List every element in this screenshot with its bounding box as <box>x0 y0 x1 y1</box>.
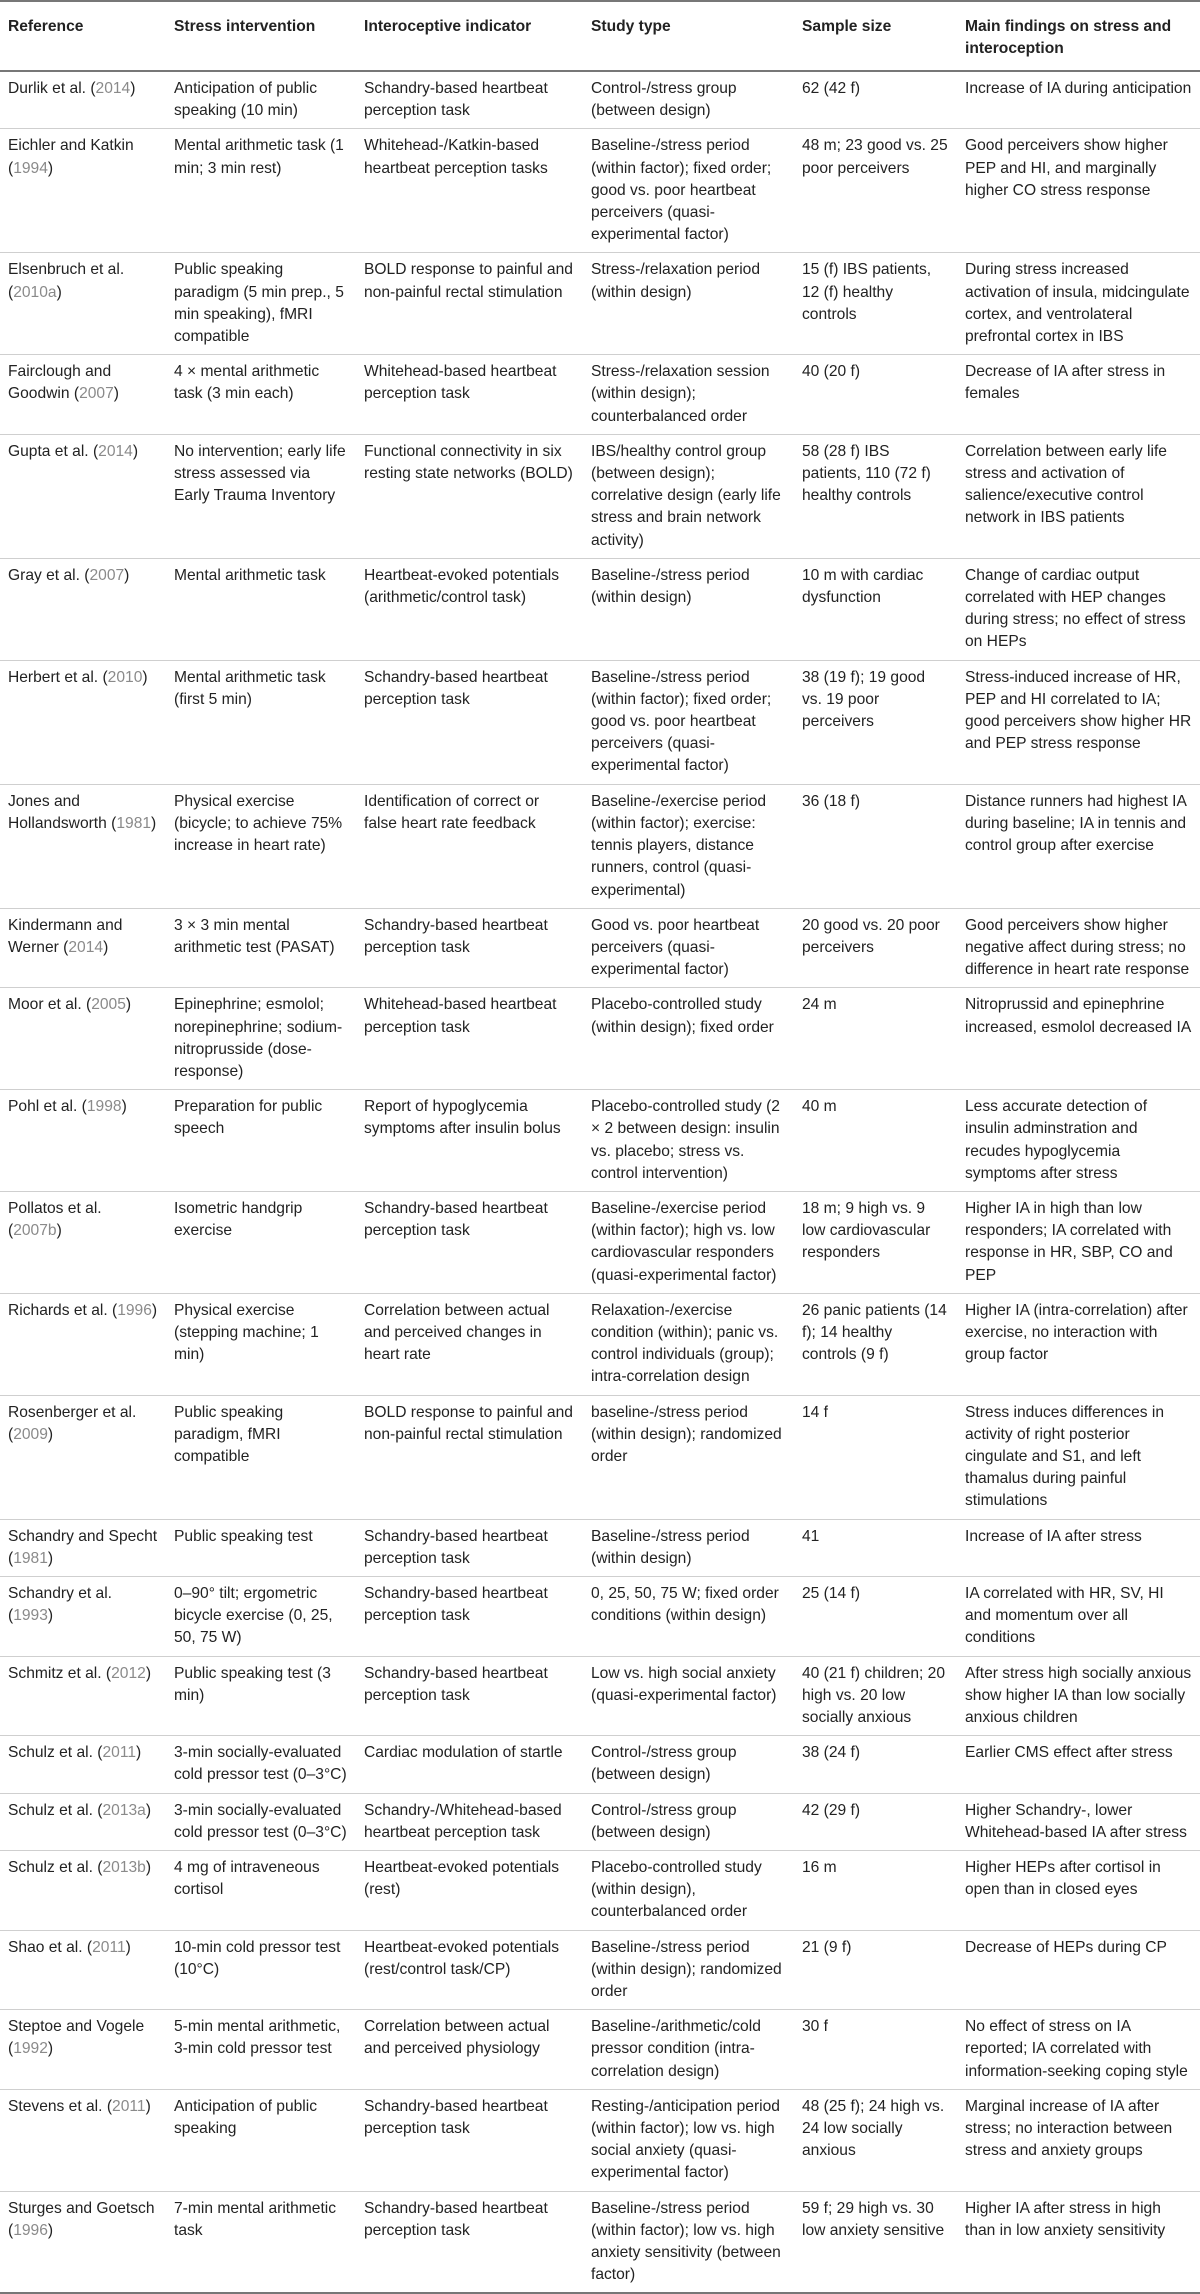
table-row <box>0 129 1200 253</box>
reference-author: Schandry et al. ( <box>8 1584 113 1625</box>
reference-year-link[interactable]: 2007 <box>89 566 125 584</box>
reference-year-link[interactable]: 2009 <box>13 1425 48 1443</box>
reference-close-paren: ) <box>56 283 62 301</box>
reference-year-link[interactable]: 2010 <box>107 668 143 686</box>
cell-reference <box>0 71 166 129</box>
cell-stress-intervention: Anticipation of public speaking (10 min) <box>166 71 356 129</box>
cell-main-findings: Nitroprussid and epinephrine increased, esmolol decreased IA <box>957 988 1200 1090</box>
cell-main-findings: Earlier CMS effect after stress <box>957 1736 1200 1793</box>
reference-year-link[interactable]: 1996 <box>117 1301 152 1319</box>
cell-main-findings: Higher HEPs after cortisol in open than in closed eyes <box>957 1851 1200 1931</box>
cell-sample-size: 18 m; 9 high vs. 9 low cardiovascular responders <box>794 1191 957 1293</box>
reference-close-paren: ) <box>47 1549 54 1567</box>
table-row <box>0 1576 1200 1656</box>
cell-stress-intervention: Public speaking paradigm (5 min prep., 5 min speaking), fMRI compatible <box>166 253 356 355</box>
reference-year-link[interactable]: 2014 <box>68 938 104 956</box>
table-row <box>0 434 1200 558</box>
cell-sample-size: 14 f <box>794 1395 957 1519</box>
reference-author: Kindermann and Werner ( <box>8 916 123 956</box>
cell-study-type: Baseline-/stress period (within design) <box>583 558 794 660</box>
cell-main-findings: Good perceivers show higher negative affect during stress; no difference in heart rate response <box>957 908 1200 988</box>
cell-stress-intervention: Epinephrine; esmolol; norepinephrine; sodium-nitroprusside (dose-response) <box>166 988 356 1090</box>
reference-year-link[interactable]: 2013b <box>102 1859 146 1877</box>
cell-study-type: Baseline-/arithmetic/cold pressor condition (intra-correlation design) <box>583 2010 794 2090</box>
cell-stress-intervention: Public speaking paradigm, fMRI compatible <box>166 1395 356 1519</box>
reference-author: Schulz et al. ( <box>8 1744 103 1762</box>
cell-interoceptive-indicator: Correlation between actual and perceived physiology <box>356 2010 583 2090</box>
cell-sample-size: 24 m <box>794 988 957 1090</box>
cell-sample-size: 59 f; 29 high vs. 30 low anxiety sensitive <box>794 2191 957 2293</box>
reference-author: Schandry and Specht ( <box>8 1527 158 1567</box>
cell-interoceptive-indicator: Schandry-based heartbeat perception task <box>356 2191 583 2293</box>
cell-main-findings: Decrease of IA after stress in females <box>957 355 1200 435</box>
reference-year-link[interactable]: 2013a <box>102 1801 146 1819</box>
table-row <box>0 1395 1200 1519</box>
cell-reference <box>0 1736 166 1793</box>
cell-stress-intervention: 5-min mental arithmetic, 3-min cold pressor test <box>166 2010 356 2090</box>
reference-close-paren: ) <box>47 1607 54 1625</box>
table-row <box>0 1519 1200 1576</box>
cell-main-findings: During stress increased activation of insula, midcingulate cortex, and ventrolateral prefrontal cortex in IBS <box>957 253 1200 355</box>
reference-close-paren: ) <box>145 1664 152 1682</box>
reference-author: Jones and Hollandsworth ( <box>8 792 117 832</box>
reference-year-link[interactable]: 2011 <box>92 1938 126 1956</box>
cell-sample-size: 48 m; 23 good vs. 25 poor perceivers <box>794 129 957 253</box>
cell-reference <box>0 1395 166 1519</box>
table-header <box>0 1 1200 71</box>
header-stress-intervention: Stress intervention <box>166 1 356 71</box>
cell-interoceptive-indicator: Whitehead-based heartbeat perception task <box>356 988 583 1090</box>
reference-close-paren: ) <box>121 1098 127 1116</box>
cell-study-type: Baseline-/exercise period (within factor); high vs. low cardiovascular responders (quasi-experimental factor) <box>583 1191 794 1293</box>
reference-author: Sturges and Goetsch ( <box>8 2199 155 2239</box>
reference-close-paren: ) <box>103 938 109 956</box>
cell-interoceptive-indicator: Schandry-based heartbeat perception task <box>356 1519 583 1576</box>
reference-author: Schmitz et al. ( <box>8 1664 112 1682</box>
cell-sample-size: 38 (24 f) <box>794 1736 957 1793</box>
reference-close-paren: ) <box>145 2097 151 2115</box>
cell-sample-size: 42 (29 f) <box>794 1793 957 1850</box>
reference-year-link[interactable]: 1993 <box>13 1607 48 1625</box>
cell-sample-size: 20 good vs. 20 poor perceivers <box>794 908 957 988</box>
reference-year-link[interactable]: 2014 <box>95 80 131 97</box>
cell-stress-intervention: 3 × 3 min mental arithmetic test (PASAT) <box>166 908 356 988</box>
cell-stress-intervention: Mental arithmetic task (first 5 min) <box>166 660 356 784</box>
cell-study-type: Control-/stress group (between design) <box>583 71 794 129</box>
cell-study-type: Placebo-controlled study (within design), counterbalanced order <box>583 1851 794 1931</box>
reference-close-paren: ) <box>125 996 132 1014</box>
cell-sample-size: 15 (f) IBS patients, 12 (f) healthy controls <box>794 253 957 355</box>
reference-close-paren: ) <box>132 442 139 460</box>
cell-study-type: baseline-/stress period (within design); randomized order <box>583 1395 794 1519</box>
cell-interoceptive-indicator: Report of hypoglycemia symptoms after insulin bolus <box>356 1090 583 1192</box>
cell-reference <box>0 253 166 355</box>
cell-study-type: Good vs. poor heartbeat perceivers (quasi-experimental factor) <box>583 908 794 988</box>
reference-year-link[interactable]: 2014 <box>98 442 133 460</box>
cell-reference <box>0 2191 166 2293</box>
cell-interoceptive-indicator: Identification of correct or false heart rate feedback <box>356 784 583 908</box>
cell-main-findings: Decrease of HEPs during CP <box>957 1930 1200 2010</box>
reference-close-paren: ) <box>151 814 157 832</box>
cell-study-type: Baseline-/exercise period (within factor); exercise: tennis players, distance runners, control (quasi-experimental) <box>583 784 794 908</box>
cell-interoceptive-indicator: Whitehead-based heartbeat perception task <box>356 355 583 435</box>
table-row <box>0 71 1200 129</box>
reference-year-link[interactable]: 2011 <box>102 1744 137 1762</box>
cell-reference <box>0 1191 166 1293</box>
cell-study-type: Placebo-controlled study (2 × 2 between design: insulin vs. placebo; stress vs. control intervention) <box>583 1090 794 1192</box>
cell-study-type: Low vs. high social anxiety (quasi-experimental factor) <box>583 1656 794 1736</box>
cell-stress-intervention: 10-min cold pressor test (10°C) <box>166 1930 356 2010</box>
cell-stress-intervention: Preparation for public speech <box>166 1090 356 1192</box>
cell-sample-size: 41 <box>794 1519 957 1576</box>
cell-study-type: Control-/stress group (between design) <box>583 1793 794 1850</box>
cell-stress-intervention: Public speaking test <box>166 1519 356 1576</box>
header-sample-size: Sample size <box>794 1 957 71</box>
table-row <box>0 558 1200 660</box>
cell-interoceptive-indicator: Schandry-based heartbeat perception task <box>356 660 583 784</box>
cell-sample-size: 62 (42 f) <box>794 71 957 129</box>
cell-interoceptive-indicator: Schandry-based heartbeat perception task <box>356 1191 583 1293</box>
cell-sample-size: 58 (28 f) IBS patients, 110 (72 f) healthy controls <box>794 434 957 558</box>
cell-study-type: Baseline-/stress period (within factor); fixed order; good vs. poor heartbeat perceivers (quasi-experimental factor) <box>583 660 794 784</box>
reference-close-paren: ) <box>145 1859 152 1877</box>
reference-close-paren: ) <box>124 566 130 584</box>
reference-author: Fairclough and Goodwin ( <box>8 363 112 403</box>
header-main-findings: Main findings on stress and interoception <box>957 1 1200 71</box>
table-row <box>0 1736 1200 1793</box>
cell-reference <box>0 355 166 435</box>
cell-stress-intervention: Physical exercise (bicycle; to achieve 75% increase in heart rate) <box>166 784 356 908</box>
cell-reference <box>0 1930 166 2010</box>
cell-interoceptive-indicator: Schandry-based heartbeat perception task <box>356 908 583 988</box>
table-row <box>0 1090 1200 1192</box>
cell-stress-intervention: Anticipation of public speaking <box>166 2089 356 2191</box>
cell-main-findings: Less accurate detection of insulin adminstration and recudes hypoglycemia symptoms after stress <box>957 1090 1200 1192</box>
cell-sample-size: 40 (20 f) <box>794 355 957 435</box>
table-row <box>0 1851 1200 1931</box>
cell-main-findings: Increase of IA during anticipation <box>957 71 1200 129</box>
cell-reference <box>0 1656 166 1736</box>
reference-close-paren: ) <box>136 1744 142 1762</box>
reference-year-link[interactable]: 1996 <box>13 2221 48 2239</box>
cell-stress-intervention: 7-min mental arithmetic task <box>166 2191 356 2293</box>
cell-sample-size: 40 m <box>794 1090 957 1192</box>
cell-interoceptive-indicator: Cardiac modulation of startle <box>356 1736 583 1793</box>
reference-author: Eichler and Katkin ( <box>8 137 134 177</box>
cell-main-findings: Stress induces differences in activity of right posterior cingulate and S1, and left thamalus during painful stimulations <box>957 1395 1200 1519</box>
cell-reference <box>0 129 166 253</box>
cell-interoceptive-indicator: Heartbeat-evoked potentials (rest/control task/CP) <box>356 1930 583 2010</box>
table-row <box>0 253 1200 355</box>
table-row <box>0 1191 1200 1293</box>
reference-year-link[interactable]: 2005 <box>91 996 126 1014</box>
reference-year-link[interactable]: 2010a <box>13 283 57 301</box>
table-row <box>0 784 1200 908</box>
reference-author: Pollatos et al. ( <box>8 1199 102 1240</box>
reference-year-link[interactable]: 2007b <box>13 1222 57 1240</box>
cell-sample-size: 40 (21 f) children; 20 high vs. 20 low socially anxious <box>794 1656 957 1736</box>
reference-close-paren: ) <box>47 2040 54 2058</box>
cell-reference <box>0 660 166 784</box>
cell-stress-intervention: 3-min socially-evaluated cold pressor test (0–3°C) <box>166 1793 356 1850</box>
cell-stress-intervention: Physical exercise (stepping machine; 1 min) <box>166 1293 356 1395</box>
cell-main-findings: After stress high socially anxious show higher IA than low socially anxious children <box>957 1656 1200 1736</box>
cell-main-findings: Change of cardiac output correlated with HEP changes during stress; no effect of stress on HEPs <box>957 558 1200 660</box>
header-study-type: Study type <box>583 1 794 71</box>
reference-year-link[interactable]: 1998 <box>86 1098 122 1116</box>
reference-close-paren: ) <box>130 80 136 97</box>
cell-study-type: Resting-/anticipation period (within factor); low vs. high social anxiety (quasi-experimental factor) <box>583 2089 794 2191</box>
reference-author: Gray et al. ( <box>8 566 90 584</box>
reference-close-paren: ) <box>125 1938 131 1956</box>
reference-close-paren: ) <box>56 1222 62 1240</box>
table-row <box>0 1793 1200 1850</box>
cell-main-findings: Marginal increase of IA after stress; no interaction between stress and anxiety groups <box>957 2089 1200 2191</box>
reference-close-paren: ) <box>47 2221 54 2239</box>
reference-author: Moor et al. ( <box>8 996 92 1014</box>
table-row <box>0 2191 1200 2293</box>
reference-author: Pohl et al. ( <box>8 1098 87 1116</box>
reference-author: Elsenbruch et al. ( <box>8 261 125 301</box>
reference-year-link[interactable]: 1981 <box>116 814 152 832</box>
cell-study-type: Baseline-/stress period (within factor); fixed order; good vs. poor heartbeat perceivers (quasi-experimental factor) <box>583 129 794 253</box>
cell-reference <box>0 908 166 988</box>
cell-sample-size: 30 f <box>794 2010 957 2090</box>
header-row <box>0 1 1200 71</box>
reference-close-paren: ) <box>145 1801 152 1819</box>
reference-close-paren: ) <box>151 1301 158 1319</box>
cell-reference <box>0 2010 166 2090</box>
cell-study-type: Stress-/relaxation session (within design); counterbalanced order <box>583 355 794 435</box>
reference-author: Stevens et al. ( <box>8 2097 113 2115</box>
cell-sample-size: 16 m <box>794 1851 957 1931</box>
cell-stress-intervention: 0–90° tilt; ergometric bicycle exercise (0, 25, 50, 75 W) <box>166 1576 356 1656</box>
header-reference: Reference <box>0 1 166 71</box>
table-row <box>0 2089 1200 2191</box>
cell-interoceptive-indicator: Correlation between actual and perceived changes in heart rate <box>356 1293 583 1395</box>
cell-interoceptive-indicator: BOLD response to painful and non-painful rectal stimulation <box>356 253 583 355</box>
cell-reference <box>0 558 166 660</box>
cell-stress-intervention: No intervention; early life stress assessed via Early Trauma Inventory <box>166 434 356 558</box>
cell-reference <box>0 1519 166 1576</box>
cell-main-findings: Stress-induced increase of HR, PEP and HI correlated to IA; good perceivers show higher HR and PEP stress response <box>957 660 1200 784</box>
table-row <box>0 1930 1200 2010</box>
cell-sample-size: 25 (14 f) <box>794 1576 957 1656</box>
reference-close-paren: ) <box>47 1425 54 1443</box>
cell-sample-size: 21 (9 f) <box>794 1930 957 2010</box>
table-row <box>0 1293 1200 1395</box>
cell-sample-size: 36 (18 f) <box>794 784 957 908</box>
cell-reference <box>0 434 166 558</box>
reference-author: Steptoe and Vogele ( <box>8 2018 145 2058</box>
cell-reference <box>0 784 166 908</box>
cell-stress-intervention: Public speaking test (3 min) <box>166 1656 356 1736</box>
cell-interoceptive-indicator: Schandry-based heartbeat perception task <box>356 1656 583 1736</box>
table-row <box>0 2010 1200 2090</box>
cell-main-findings: Higher IA in high than low responders; IA correlated with response in HR, SBP, CO and PEP <box>957 1191 1200 1293</box>
reference-author: Schulz et al. ( <box>8 1859 103 1877</box>
cell-interoceptive-indicator: Heartbeat-evoked potentials (rest) <box>356 1851 583 1931</box>
cell-reference <box>0 1793 166 1850</box>
cell-main-findings: Higher Schandry-, lower Whitehead-based IA after stress <box>957 1793 1200 1850</box>
reference-year-link[interactable]: 2007 <box>79 385 114 403</box>
cell-sample-size: 26 panic patients (14 f); 14 healthy controls (9 f) <box>794 1293 957 1395</box>
cell-interoceptive-indicator: Schandry-based heartbeat perception task <box>356 71 583 129</box>
cell-sample-size: 10 m with cardiac dysfunction <box>794 558 957 660</box>
table-body <box>0 71 1200 2293</box>
cell-main-findings: No effect of stress on IA reported; IA correlated with information-seeking coping style <box>957 2010 1200 2090</box>
cell-study-type: Baseline-/stress period (within design); randomized order <box>583 1930 794 2010</box>
table-row <box>0 660 1200 784</box>
reference-year-link[interactable]: 1992 <box>13 2040 48 2058</box>
reference-close-paren: ) <box>47 159 54 177</box>
reference-close-paren: ) <box>142 668 148 686</box>
cell-main-findings: Higher IA after stress in high than in low anxiety sensitivity <box>957 2191 1200 2293</box>
table-row <box>0 908 1200 988</box>
reference-author: Herbert et al. ( <box>8 668 108 686</box>
cell-main-findings: Correlation between early life stress and activation of salience/executive control network in IBS patients <box>957 434 1200 558</box>
cell-interoceptive-indicator: BOLD response to painful and non-painful rectal stimulation <box>356 1395 583 1519</box>
cell-sample-size: 48 (25 f); 24 high vs. 24 low socially anxious <box>794 2089 957 2191</box>
cell-main-findings: IA correlated with HR, SV, HI and momentum over all conditions <box>957 1576 1200 1656</box>
cell-reference <box>0 1851 166 1931</box>
cell-stress-intervention: 3-min socially-evaluated cold pressor test (0–3°C) <box>166 1736 356 1793</box>
cell-study-type: Baseline-/stress period (within factor); low vs. high anxiety sensitivity (between factor) <box>583 2191 794 2293</box>
cell-stress-intervention: 4 × mental arithmetic task (3 min each) <box>166 355 356 435</box>
table-row <box>0 1656 1200 1736</box>
table-row <box>0 355 1200 435</box>
reference-author: Durlik et al. ( <box>8 80 96 97</box>
reference-year-link[interactable]: 2012 <box>111 1664 146 1682</box>
cell-study-type: Placebo-controlled study (within design); fixed order <box>583 988 794 1090</box>
cell-interoceptive-indicator: Schandry-based heartbeat perception task <box>356 1576 583 1656</box>
cell-reference <box>0 1576 166 1656</box>
cell-main-findings: Increase of IA after stress <box>957 1519 1200 1576</box>
cell-study-type: IBS/healthy control group (between design); correlative design (early life stress and brain network activity) <box>583 434 794 558</box>
cell-interoceptive-indicator: Schandry-/Whitehead-based heartbeat perception task <box>356 1793 583 1850</box>
table-row <box>0 988 1200 1090</box>
cell-main-findings: Good perceivers show higher PEP and HI, and marginally higher CO stress response <box>957 129 1200 253</box>
cell-main-findings: Distance runners had highest IA during baseline; IA in tennis and control group after exercise <box>957 784 1200 908</box>
cell-stress-intervention: 4 mg of intraveneous cortisol <box>166 1851 356 1931</box>
cell-study-type: Control-/stress group (between design) <box>583 1736 794 1793</box>
header-interoceptive-indicator: Interoceptive indicator <box>356 1 583 71</box>
cell-interoceptive-indicator: Heartbeat-evoked potentials (arithmetic/control task) <box>356 558 583 660</box>
cell-study-type: Stress-/relaxation period (within design) <box>583 253 794 355</box>
reference-author: Schulz et al. ( <box>8 1801 103 1819</box>
reference-year-link[interactable]: 1994 <box>13 159 48 177</box>
cell-main-findings: Higher IA (intra-correlation) after exercise, no interaction with group factor <box>957 1293 1200 1395</box>
cell-study-type: 0, 25, 50, 75 W; fixed order conditions (within design) <box>583 1576 794 1656</box>
reference-author: Gupta et al. ( <box>8 442 99 460</box>
reference-author: Shao et al. ( <box>8 1938 93 1956</box>
cell-interoceptive-indicator: Functional connectivity in six resting state networks (BOLD) <box>356 434 583 558</box>
cell-study-type: Baseline-/stress period (within design) <box>583 1519 794 1576</box>
cell-interoceptive-indicator: Whitehead-/Katkin-based heartbeat perception tasks <box>356 129 583 253</box>
cell-reference <box>0 988 166 1090</box>
cell-study-type: Relaxation-/exercise condition (within); panic vs. control individuals (group); intra-correlation design <box>583 1293 794 1395</box>
cell-interoceptive-indicator: Schandry-based heartbeat perception task <box>356 2089 583 2191</box>
reference-author: Richards et al. ( <box>8 1301 118 1319</box>
cell-stress-intervention: Mental arithmetic task (1 min; 3 min rest) <box>166 129 356 253</box>
reference-author: Rosenberger et al. ( <box>8 1403 137 1443</box>
reference-year-link[interactable]: 2011 <box>112 2097 146 2115</box>
cell-reference <box>0 2089 166 2191</box>
cell-stress-intervention: Isometric handgrip exercise <box>166 1191 356 1293</box>
cell-reference <box>0 1293 166 1395</box>
cell-reference <box>0 1090 166 1192</box>
reference-year-link[interactable]: 1981 <box>13 1549 48 1567</box>
cell-sample-size: 38 (19 f); 19 good vs. 19 poor perceivers <box>794 660 957 784</box>
cell-stress-intervention: Mental arithmetic task <box>166 558 356 660</box>
reference-close-paren: ) <box>113 385 119 403</box>
